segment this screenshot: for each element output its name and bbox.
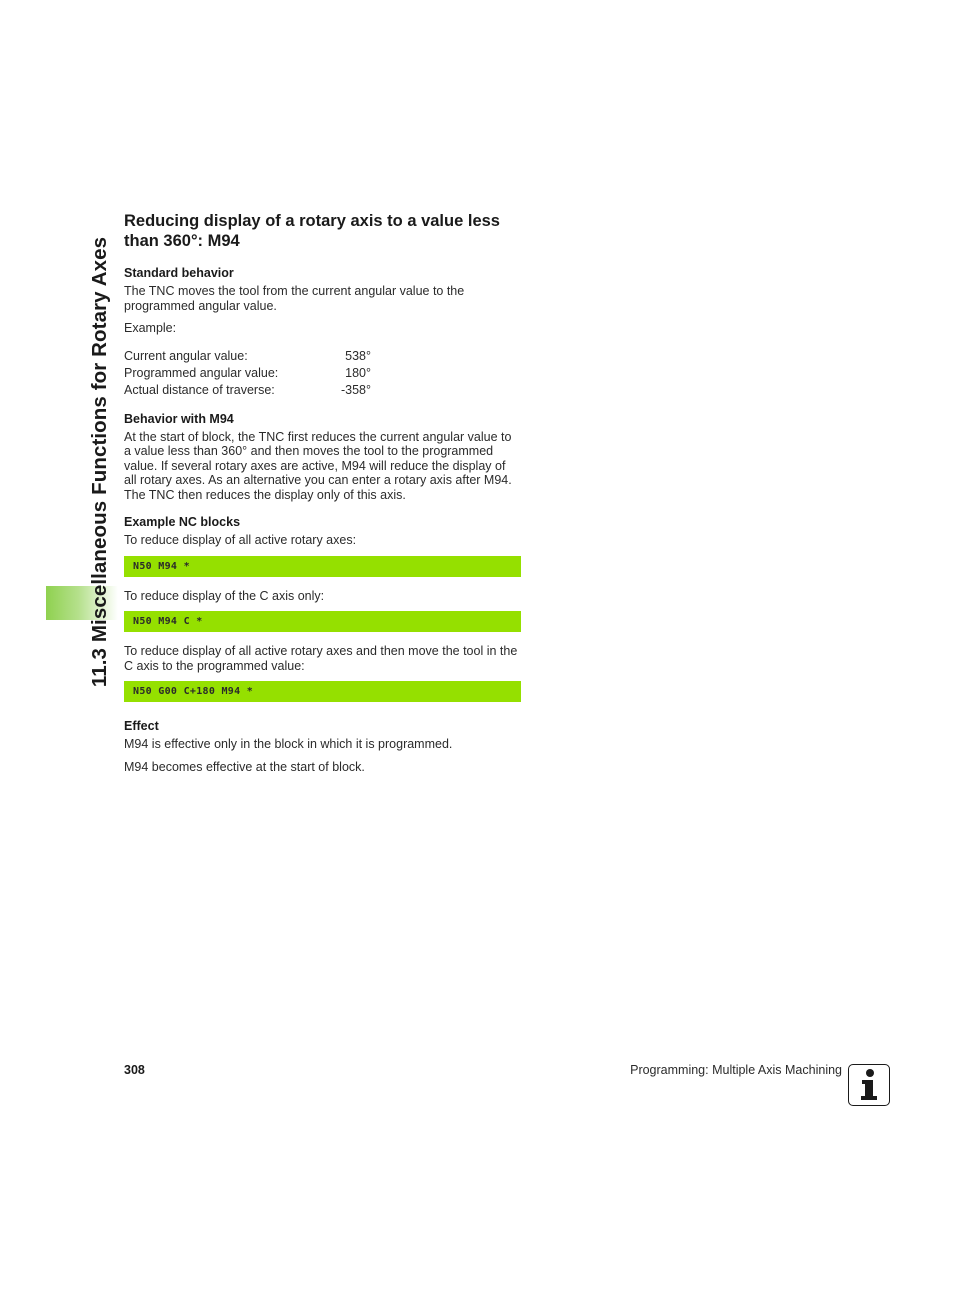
chapter-title: Programming: Multiple Axis Machining	[630, 1063, 842, 1077]
row-value: 180°	[345, 365, 371, 380]
effect-line-2: M94 becomes effective at the start of block.	[124, 759, 365, 774]
row-label: Actual distance of traverse:	[124, 382, 275, 397]
row-label: Programmed angular value:	[124, 365, 279, 380]
m94-behavior-heading: Behavior with M94	[124, 411, 234, 426]
table-row	[124, 365, 371, 382]
m94-behavior-text: At the start of block, the TNC first reduces the current angular value to a value less than 360° and then moves the tool to the programmed value. If several rotary axes are active, M94 will reduce the display of all rotary axes. As an alternative you can enter a rotary axis after M94. The TNC then reduces the display only of this axis.	[124, 429, 512, 502]
nc-intro-1: To reduce display of all active rotary axes:	[124, 533, 357, 547]
example-label: Example:	[124, 321, 177, 335]
effect-heading: Effect	[124, 719, 159, 733]
standard-behavior-text: The TNC moves the tool from the current angular value to the programmed angular value.	[124, 284, 465, 313]
main-content	[124, 211, 521, 774]
section-title: Reducing display of a rotary axis to a value less than 360°: M94	[124, 212, 500, 250]
nc-intro-3: To reduce display of all active rotary axes and then move the tool in the C axis to the programmed value:	[124, 644, 518, 673]
info-icon	[848, 1064, 890, 1106]
angle-table	[124, 348, 371, 399]
table-row	[124, 382, 371, 399]
nc-blocks-heading: Example NC blocks	[124, 515, 241, 529]
nc-code-block: N50 M94 C *	[124, 611, 521, 632]
page-number: 308	[124, 1063, 145, 1077]
standard-behavior-heading: Standard behavior	[124, 266, 234, 280]
nc-code-block: N50 M94 *	[124, 556, 521, 577]
effect-line-1: M94 is effective only in the block in which it is programmed.	[124, 737, 453, 751]
table-row	[124, 348, 371, 365]
nc-intro-2: To reduce display of the C axis only:	[124, 588, 325, 603]
row-value: -358°	[340, 382, 371, 397]
row-label: Current angular value:	[124, 348, 248, 363]
nc-code-block: N50 G00 C+180 M94 *	[124, 681, 521, 702]
chapter-side-title: 11.3 Miscellaneous Functions for Rotary Axes	[88, 236, 111, 688]
row-value: 538°	[345, 348, 371, 363]
